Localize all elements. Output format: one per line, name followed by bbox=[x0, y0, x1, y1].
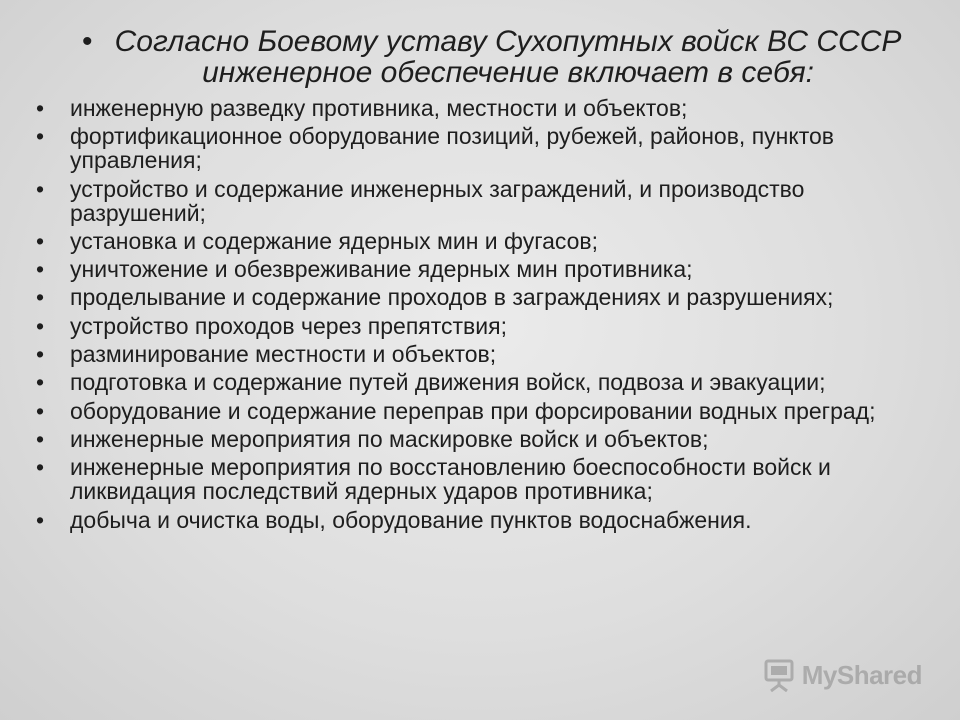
list-bullet: • bbox=[36, 95, 45, 121]
list-item-text: фортификационное оборудование позиций, рубежей, районов, пунктов управления; bbox=[70, 123, 834, 174]
list-item bbox=[36, 177, 916, 225]
heading-bullet: • bbox=[82, 25, 93, 58]
list-item bbox=[36, 124, 916, 172]
list-item bbox=[36, 370, 916, 394]
list-item-text: уничтожение и обезвреживание ядерных мин противника; bbox=[70, 256, 693, 283]
list-item bbox=[36, 96, 916, 120]
list-item bbox=[36, 229, 916, 253]
list-bullet: • bbox=[36, 312, 45, 339]
list-item-text: установка и содержание ядерных мин и фугасов; bbox=[70, 227, 599, 254]
heading-text: Согласно Боевому уставу Сухопутных войск ВС СССР инженерное обеспечение включает в себя: bbox=[114, 25, 902, 89]
list-item-text: устройство и содержание инженерных заграждений, и производство разрушений; bbox=[70, 175, 805, 226]
list-bullet: • bbox=[36, 284, 45, 311]
list-item bbox=[36, 455, 916, 503]
list-item bbox=[36, 314, 916, 338]
list-item-text: инженерные мероприятия по маскировке войск и объектов; bbox=[70, 425, 709, 452]
list-item bbox=[36, 257, 916, 281]
list-item bbox=[36, 399, 916, 423]
list-item bbox=[36, 427, 916, 451]
list-bullet: • bbox=[36, 506, 45, 533]
slide-heading bbox=[82, 26, 902, 88]
bullet-list bbox=[36, 96, 916, 536]
list-item-text: инженерную разведку противника, местности и объектов; bbox=[70, 95, 688, 121]
list-bullet: • bbox=[36, 175, 45, 202]
presentation-board-icon bbox=[762, 658, 796, 692]
list-item-text: устройство проходов через препятствия; bbox=[70, 312, 507, 339]
list-item bbox=[36, 342, 916, 366]
list-item-text: подготовка и содержание путей движения войск, подвоза и эвакуации; bbox=[70, 369, 826, 396]
list-bullet: • bbox=[36, 123, 45, 150]
list-item bbox=[36, 285, 916, 309]
list-bullet: • bbox=[36, 454, 45, 481]
list-bullet: • bbox=[36, 256, 45, 283]
list-item-text: оборудование и содержание переправ при форсировании водных преград; bbox=[70, 397, 876, 424]
list-item bbox=[36, 508, 916, 532]
list-bullet: • bbox=[36, 425, 45, 452]
watermark-text: MyShared bbox=[801, 659, 922, 690]
list-bullet: • bbox=[36, 227, 45, 254]
watermark bbox=[762, 658, 922, 692]
list-item-text: инженерные мероприятия по восстановлению боеспособности войск и ликвидация последствий ядерных ударов противника; bbox=[70, 454, 831, 505]
list-bullet: • bbox=[36, 341, 45, 368]
list-item-text: проделывание и содержание проходов в заграждениях и разрушениях; bbox=[70, 284, 834, 311]
list-bullet: • bbox=[36, 369, 45, 396]
list-bullet: • bbox=[36, 397, 45, 424]
list-item-text: добыча и очистка воды, оборудование пунктов водоснабжения. bbox=[70, 506, 752, 533]
list-item-text: разминирование местности и объектов; bbox=[70, 341, 497, 368]
